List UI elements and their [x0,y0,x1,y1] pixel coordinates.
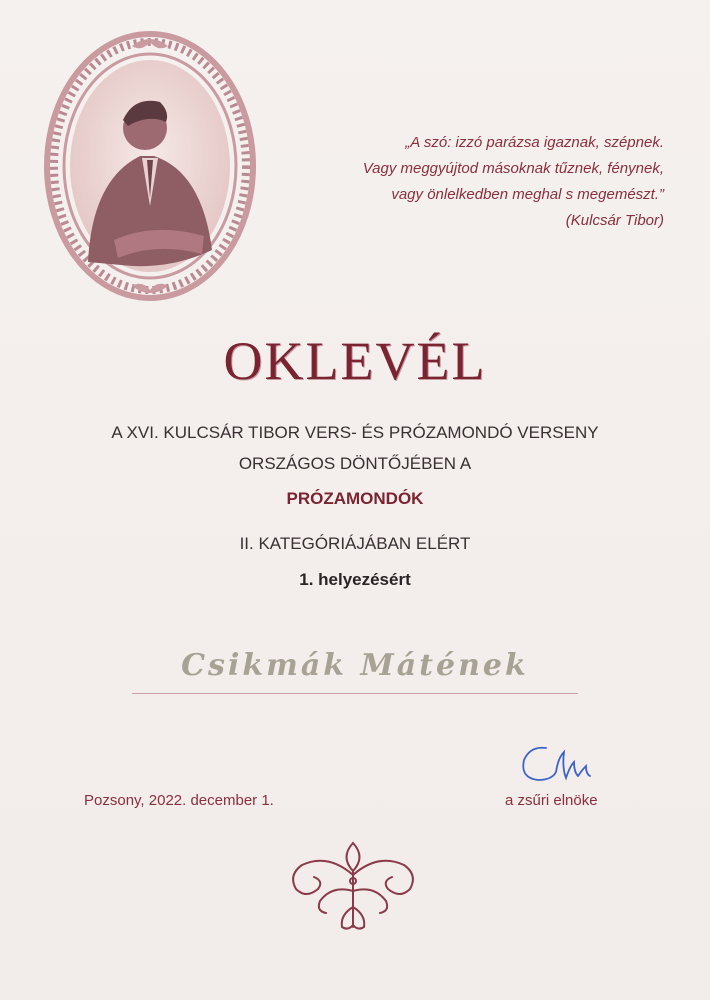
certificate-title: OKLEVÉL [223,331,487,391]
portrait-medallion [44,30,256,302]
quote [244,130,664,234]
competition-line: A XVI. KULCSÁR TIBOR VERS- ÉS PRÓZAMONDÓ VERSENY [111,423,599,442]
category-name: PRÓZAMONDÓK [286,489,424,508]
signature-mark [512,738,608,794]
category-line: II. KATEGÓRIÁJÁBAN ELÉRT [239,534,471,553]
final-line: ORSZÁGOS DÖNTŐJÉBEN A [238,454,472,473]
ornament-flourish [278,835,428,935]
quote-line: „A szó: izzó parázsa igaznak, szépnek. [405,134,664,151]
jury-president-label: a zsűri elnöke [505,792,598,809]
placement: 1. helyezésért [299,570,411,589]
place-date: Pozsony, 2022. december 1. [84,792,274,809]
quote-author: (Kulcsár Tibor) [565,212,664,229]
name-underline [132,693,578,694]
recipient-name: Csikmák Mátének [181,648,529,683]
quote-line: Vagy meggyújtod másoknak tűznek, fénynek, [362,160,664,177]
quote-line: vagy önlelkedben meghal s megemészt.” [391,186,664,203]
